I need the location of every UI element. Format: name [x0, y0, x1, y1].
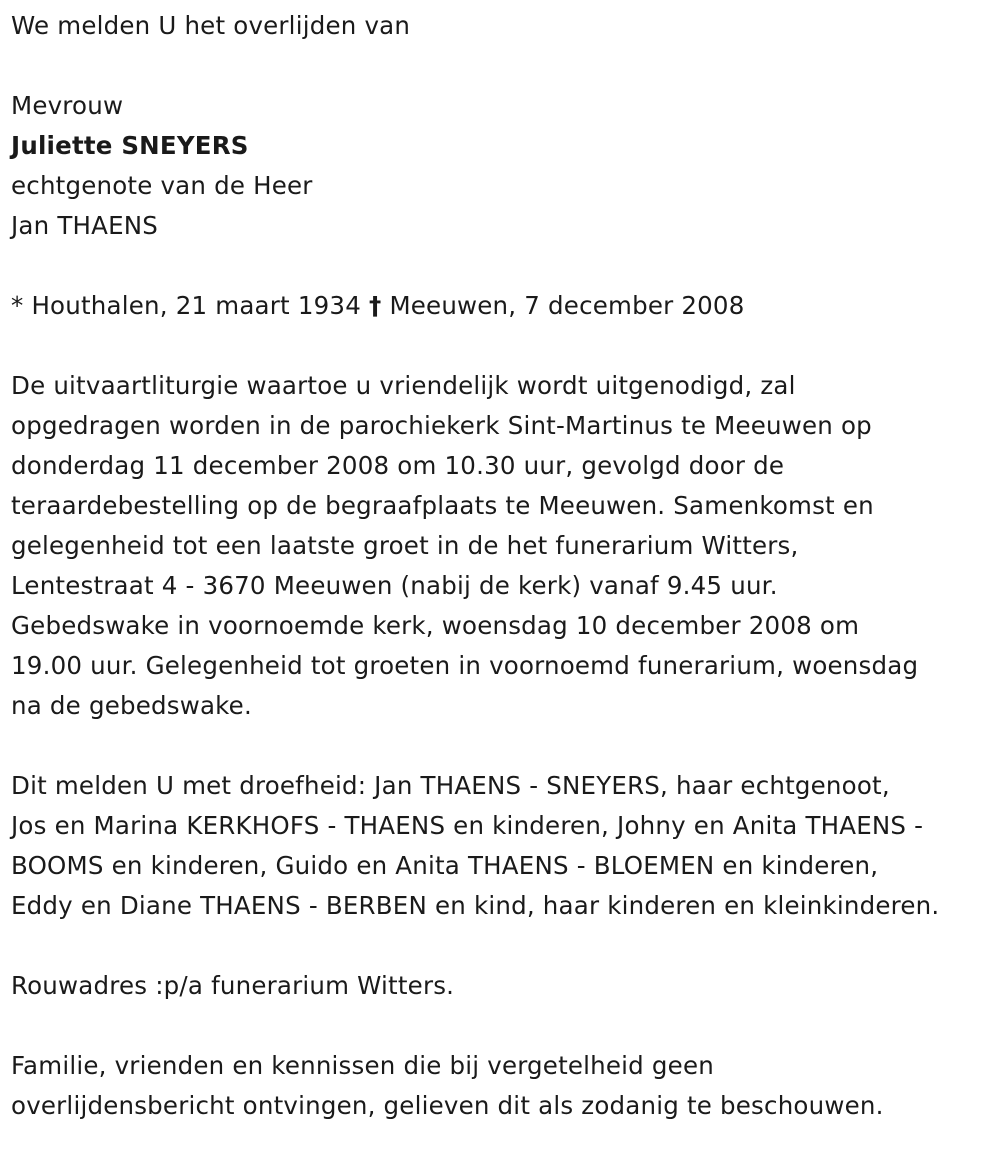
cross-icon: † [368, 291, 382, 320]
spacer [11, 1006, 996, 1046]
dates-line [11, 286, 996, 326]
death-info: Meeuwen, 7 december 2008 [389, 291, 745, 320]
paragraph-line: Dit melden U met droefheid: Jan THAENS - SNEYERS, haar echtgenoot, [11, 771, 890, 800]
paragraph-line: BOOMS en kinderen, Guido en Anita THAENS - BLOEMEN en kinderen, [11, 851, 879, 880]
spacer [11, 926, 996, 966]
family-paragraph [11, 766, 996, 926]
paragraph-line: 19.00 uur. Gelegenheid tot groeten in voornoemd funerarium, woensdag [11, 651, 919, 680]
birth-info: * Houthalen, 21 maart 1934 [11, 291, 361, 320]
death-notice [11, 6, 996, 1126]
paragraph-line: teraardebestelling op de begraafplaats te Meeuwen. Samenkomst en [11, 491, 874, 520]
spacer [11, 46, 996, 86]
paragraph-line: Lentestraat 4 - 3670 Meeuwen (nabij de kerk) vanaf 9.45 uur. [11, 571, 778, 600]
paragraph-line: na de gebedswake. [11, 691, 252, 720]
spacer [11, 726, 996, 766]
liturgy-paragraph [11, 366, 996, 726]
relation-text: echtgenote van de Heer [11, 171, 313, 200]
spouse-name: Jan THAENS [11, 211, 159, 240]
spacer [11, 326, 996, 366]
paragraph-line: donderdag 11 december 2008 om 10.30 uur, gevolgd door de [11, 451, 785, 480]
paragraph-line: Familie, vrienden en kennissen die bij vergetelheid geen [11, 1051, 714, 1080]
paragraph-line: opgedragen worden in de parochiekerk Sint-Martinus te Meeuwen op [11, 411, 872, 440]
paragraph-line: overlijdensbericht ontvingen, gelieven dit als zodanig te beschouwen. [11, 1091, 884, 1120]
mourning-address: Rouwadres :p/a funerarium Witters. [11, 971, 455, 1000]
deceased-name: Juliette SNEYERS [11, 131, 249, 160]
paragraph-line: gelegenheid tot een laatste groet in de het funerarium Witters, [11, 531, 799, 560]
spacer [11, 246, 996, 286]
paragraph-line: Eddy en Diane THAENS - BERBEN en kind, haar kinderen en kleinkinderen. [11, 891, 940, 920]
paragraph-line: De uitvaartliturgie waartoe u vriendelijk wordt uitgenodigd, zal [11, 371, 796, 400]
honorific: Mevrouw [11, 91, 124, 120]
paragraph-line: Jos en Marina KERKHOFS - THAENS en kinderen, Johny en Anita THAENS - [11, 811, 924, 840]
paragraph-line: Gebedswake in voornoemde kerk, woensdag 10 december 2008 om [11, 611, 860, 640]
closing-paragraph [11, 1046, 996, 1126]
intro-text: We melden U het overlijden van [11, 11, 411, 40]
